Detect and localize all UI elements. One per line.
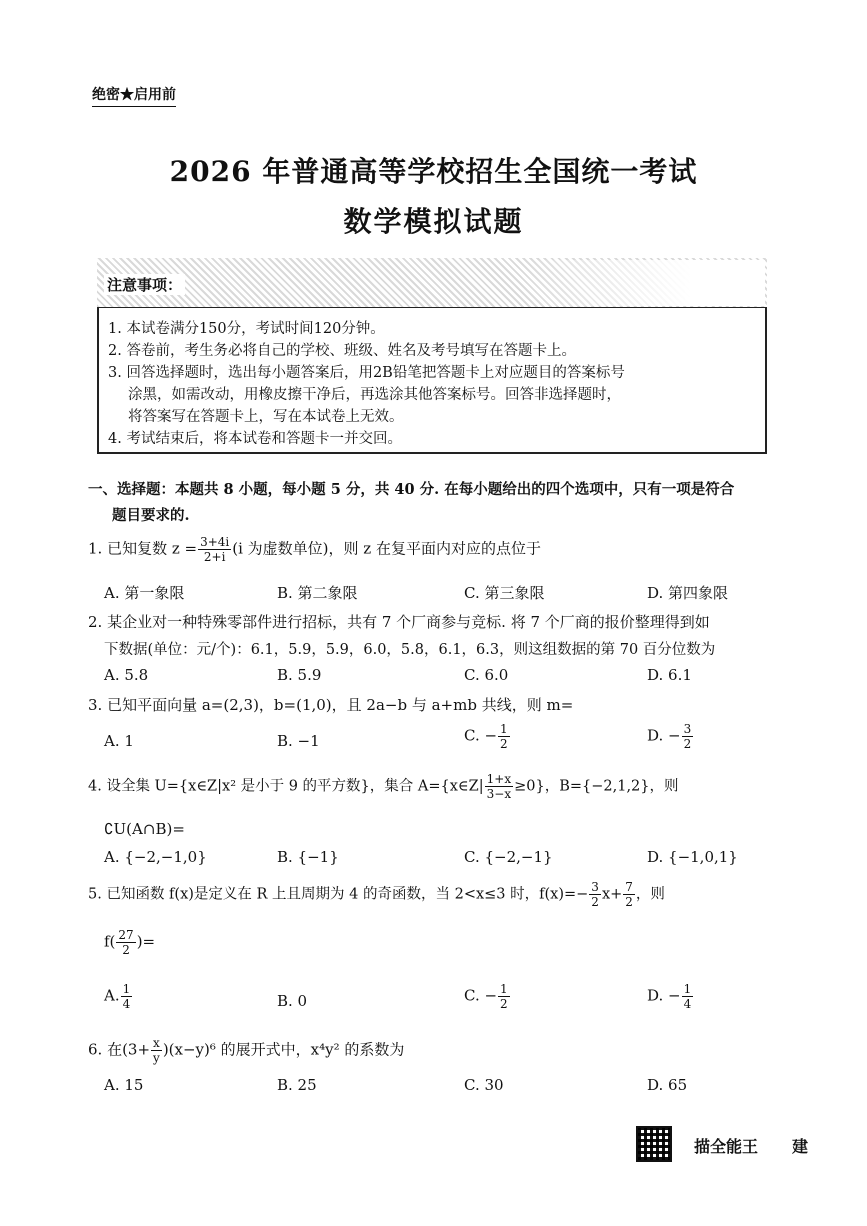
q5-line2-a: f(	[104, 932, 116, 951]
q5-f2-num: 7	[625, 880, 633, 894]
exam-subtitle: 数学模拟试题	[343, 205, 524, 238]
q4-option-b: B. {−1}	[277, 848, 339, 866]
q5-frac-1	[589, 880, 601, 909]
q5-line2-b: )=	[136, 932, 156, 951]
q5-f1-den: 2	[591, 895, 599, 909]
q5-a-num: 1	[122, 982, 131, 996]
q4-fraction	[485, 772, 513, 801]
q3-option-d-frac	[682, 722, 694, 751]
question-4-stem-cont: ∁U(A∩B)=	[104, 820, 185, 838]
q4-set-close: ≥0}，B={−2,1,2}，则	[514, 778, 679, 795]
question-3-stem: 3. 已知平面向量 a=(2,3)，b=(1,0)，且 2a−b 与 a+mb 共线，则 m=	[88, 696, 574, 714]
q5-line2-den: 2	[122, 943, 130, 957]
q5-stem-b: x+	[601, 886, 623, 903]
confidential-label: 绝密★启用前	[92, 84, 176, 107]
q5-d-num: 1	[683, 982, 692, 996]
scanner-brand-suffix: 建	[792, 1137, 809, 1156]
q5-option-a-frac	[121, 982, 133, 1011]
q2-option-a: A. 5.8	[104, 666, 149, 684]
q6-stem-b: )(x−y)⁶ 的展开式中，x⁴y² 的系数为	[162, 1040, 405, 1059]
scanner-brand: 描全能王	[694, 1137, 759, 1156]
q5-option-a-label: A.	[104, 986, 120, 1005]
q3-d-num: 3	[683, 722, 692, 736]
q6-frac-den: y	[153, 1051, 160, 1065]
q6-option-d: D. 65	[647, 1076, 688, 1094]
q5-d-den: 4	[683, 997, 692, 1011]
qr-code-icon	[636, 1126, 672, 1162]
q6-stem-a: 6. 在(3+	[88, 1040, 151, 1059]
section-heading-cont: 题目要求的.	[112, 507, 190, 524]
q1-stem-a: 1. 已知复数 z =	[88, 539, 198, 558]
q5-option-c-label: C. −	[464, 986, 498, 1005]
q5-stem-a: 5. 已知函数 f(x)是定义在 R 上且周期为 4 的奇函数，当 2<x≤3 时，f(x)=−	[88, 886, 589, 903]
q5-frac-2	[623, 880, 635, 909]
q4-set-open: {x∈Z|	[440, 778, 484, 795]
q4-stem-a: 4. 设全集 U={x∈Z|x² 是小于 9 的平方数}，集合 A=	[88, 778, 441, 795]
question-5-stem	[88, 880, 665, 909]
section-heading: 一、选择题：本题共 8 小题，每小题 5 分，共 40 分. 在每小题给出的四个选项中，只有一项是符合	[88, 481, 735, 498]
q3-c-num: 1	[500, 722, 508, 736]
q5-option-d	[647, 982, 694, 1011]
q1-option-d: D. 第四象限	[647, 584, 729, 602]
q5-option-c	[464, 982, 511, 1011]
q4-option-c: C. {−2,−1}	[464, 848, 553, 866]
q3-option-d	[647, 722, 694, 751]
q5-option-b: B. 0	[277, 992, 308, 1010]
q4-frac-den: 3−x	[486, 787, 512, 801]
q6-frac-num: x	[153, 1036, 160, 1050]
q6-option-a: A. 15	[104, 1076, 144, 1094]
q5-stem-c: ，则	[635, 886, 665, 903]
q3-option-d-label: D. −	[647, 726, 681, 745]
q4-option-a: A. {−2,−1,0}	[104, 848, 207, 866]
q1-frac-num: 3+4i	[200, 535, 230, 549]
q5-option-a	[104, 982, 133, 1011]
q1-stem-b: (i 为虚数单位)，则 z 在复平面内对应的点位于	[232, 539, 541, 558]
notice-item-4: 4. 考试结束后，将本试卷和答题卡一并交回。	[108, 431, 402, 447]
q6-option-c: C. 30	[464, 1076, 504, 1094]
exam-title: 2026 年普通高等学校招生全国统一考试	[169, 155, 698, 188]
q5-a-den: 4	[122, 997, 131, 1011]
q2-option-d: D. 6.1	[647, 666, 692, 684]
q4-option-d: D. {−1,0,1}	[647, 848, 738, 866]
question-6-stem	[88, 1036, 404, 1065]
q3-option-b: B. −1	[277, 732, 320, 750]
notice-heading: 注意事项：	[104, 274, 185, 295]
q4-frac-num: 1+x	[486, 772, 512, 786]
q1-option-b: B. 第二象限	[277, 584, 358, 602]
q2-option-b: B. 5.9	[277, 666, 322, 684]
q6-option-b: B. 25	[277, 1076, 317, 1094]
q6-fraction	[151, 1036, 162, 1065]
question-4-stem	[88, 772, 679, 801]
q5-option-c-frac	[498, 982, 510, 1011]
question-5-stem-cont	[104, 928, 155, 957]
q5-option-d-frac	[682, 982, 694, 1011]
q5-f1-num: 3	[591, 880, 599, 894]
q3-option-c	[464, 722, 511, 751]
q3-option-a: A. 1	[104, 732, 134, 750]
notice-item-2: 2. 答卷前，考生务必将自己的学校、班级、姓名及考号填写在答题卡上。	[108, 343, 576, 359]
notice-item-3-cont1: 涂黑，如需改动，用橡皮擦干净后，再选涂其他答案标号。回答非选择题时，	[128, 387, 621, 403]
q5-line2-num: 27	[118, 928, 134, 942]
q1-option-a: A. 第一象限	[104, 584, 185, 602]
notice-item-3-cont2: 将答案写在答题卡上，写在本试卷上无效。	[128, 409, 404, 425]
q3-option-c-label: C. −	[464, 726, 498, 745]
q3-d-den: 2	[683, 737, 692, 751]
q5-c-num: 1	[500, 982, 508, 996]
q5-option-d-label: D. −	[647, 986, 681, 1005]
question-2-stem: 2. 某企业对一种特殊零部件进行招标，共有 7 个厂商参与竞标. 将 7 个厂商的报价整理得到如	[88, 613, 710, 631]
q5-line2-frac	[116, 928, 135, 957]
q3-option-c-frac	[498, 722, 510, 751]
q1-option-c: C. 第三象限	[464, 584, 545, 602]
question-2-stem-cont: 下数据(单位：元/个)：6.1，5.9，5.9，6.0，5.8，6.1，6.3，则这组数据的第 70 百分位数为	[104, 642, 716, 658]
q5-c-den: 2	[500, 997, 508, 1011]
notice-item-1: 1. 本试卷满分150分，考试时间120分钟。	[108, 321, 385, 337]
notice-header-fade	[520, 260, 765, 306]
q3-c-den: 2	[500, 737, 508, 751]
q5-f2-den: 2	[625, 895, 633, 909]
question-1-stem	[88, 535, 541, 564]
notice-item-3: 3. 回答选择题时，选出每小题答案后，用2B铅笔把答题卡上对应题目的答案标号	[108, 365, 625, 381]
q1-frac-den: 2+i	[203, 550, 226, 564]
q2-option-c: C. 6.0	[464, 666, 509, 684]
q1-fraction	[198, 535, 231, 564]
